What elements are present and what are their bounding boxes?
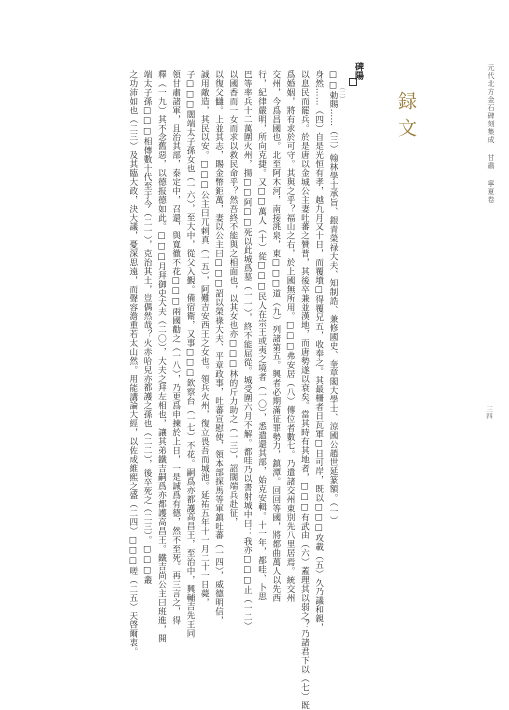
text-column: 以國香而一女而求以救民命乎？然吾終不能與之相面也，以其女也亦□□□林的斤力助之（一三），詔闊端兵赴征， bbox=[227, 70, 238, 527]
text-column: 以息民而罷兵。於是唐以金城公主妻吐蕃之贊普，其後卒兼並漢地，而唐勢遂以衰矣。當其時有其地者，□□□有武由（六）蓋理其以弱之？乃諸君下以（七）既 bbox=[299, 70, 310, 710]
text-column: □□勅賜……（三）翰林學士承旨、銀青榮禄大夫、知制誥、兼修國史、奎章閣大學士、涼國公趙世延篆額。（一） bbox=[328, 70, 338, 525]
section-label: 録文 bbox=[395, 91, 417, 145]
text-column: 誠用敵造，其民以安。□□□公主曰兀剌真（一五），阿難吉安西王之女也。領兵火州，復立畏吾而城池。延祐五年十一月二十一日薨， bbox=[199, 70, 210, 607]
page-number: 三四 bbox=[485, 406, 493, 419]
inscription-title: 碑陽 bbox=[353, 62, 363, 80]
text-column: 之功沛如也（二三）及其臨大政，決大議，憂深思遠，而聲容澹重若太山然。用能講論大經，以佐成維熙之盛（二四）□□□嗟（二五）天啓爾衷。 bbox=[127, 70, 138, 656]
note-marker: （二） bbox=[338, 84, 345, 102]
text-column: 以復父讎。上並其志，賜金幣鉅萬，妻以公主曰□□□詔以榮祿大夫、平章政事，吐蕃宣慰使，領本部探馬等軍鎮吐蕃（一四），威德明信， bbox=[213, 70, 224, 625]
text-column: 行，紀律嚴明，所向克捷。又□□萬人（十）從□□□民人在宗王或夷之境者（一〇），悉遣還其部，始克安輯。十一年，都哇、卜思 bbox=[256, 70, 267, 601]
text-column: 子□□□闊端太子孫女也（一六），至大中，從父入覲。備宿衛，又事□□□欽察台（一七）不花。嗣爲亦都護高昌王，至治中，興輔吉先王同 bbox=[185, 70, 195, 638]
text-column: 交州，今爲昌國也。北至阿木河，南接洮泉，東□□□道（九）列諸第五。興者必期滿征罪勢力，鎮潭。回回等國，將都曲萬人以先西 bbox=[270, 70, 281, 603]
text-column: 領甘肅諸軍，且治其部，泰定中，召還，與寬徹不花□□□兩國勸之（一八），乃更爲申揀於上日，一是誠爲有德，然不至死。再三言之，得 bbox=[170, 70, 181, 625]
missing-glyph-box bbox=[349, 78, 357, 86]
text-column: 巴等率兵十二萬圍火州，揚□□阿□□死以此城爲墓（一一），終不能屈從。城受圍六月不解。都哇乃以書射城中曰：我亦□□□止（一二） bbox=[242, 70, 253, 631]
running-head-volume: 元代北方金石碑刻集成 bbox=[487, 64, 495, 144]
running-head-province: 甘肅 bbox=[487, 154, 495, 170]
text-column: 身然……（四）自是光恒有孝，越九月又十日，而覆墳□得覆兄五，收奉之。其最柵者日瓦軍□日可岸，既以□□□攻載（五）久乃議和親， bbox=[313, 70, 324, 632]
text-column: 釋（一九）其不念舊惡，以德报德如此。□□□月拜御史大夫（二〇），大夫之拜左相也，讓其弟鐵吉嗣爲亦都護高昌王。鐵吉尚公主曰班進，開 bbox=[156, 70, 167, 643]
running-head-region: 寧夏卷 bbox=[487, 180, 495, 204]
running-head bbox=[486, 64, 496, 204]
text-column: 爲婚姻，將有求於可守。其與之乎？福山之右，於上國無所用。□□□弗安居（八）傳位者數七。乃遣諸交州東別先八里居焉。統交州 bbox=[285, 70, 296, 603]
text-column: 端太子孫□□□相傳數十代至于今（二一），克治其土，豈偶然哉？火赤哈兒亦都護之孫也（二二），後卒死之（二三）。□□□叢 bbox=[142, 70, 153, 585]
